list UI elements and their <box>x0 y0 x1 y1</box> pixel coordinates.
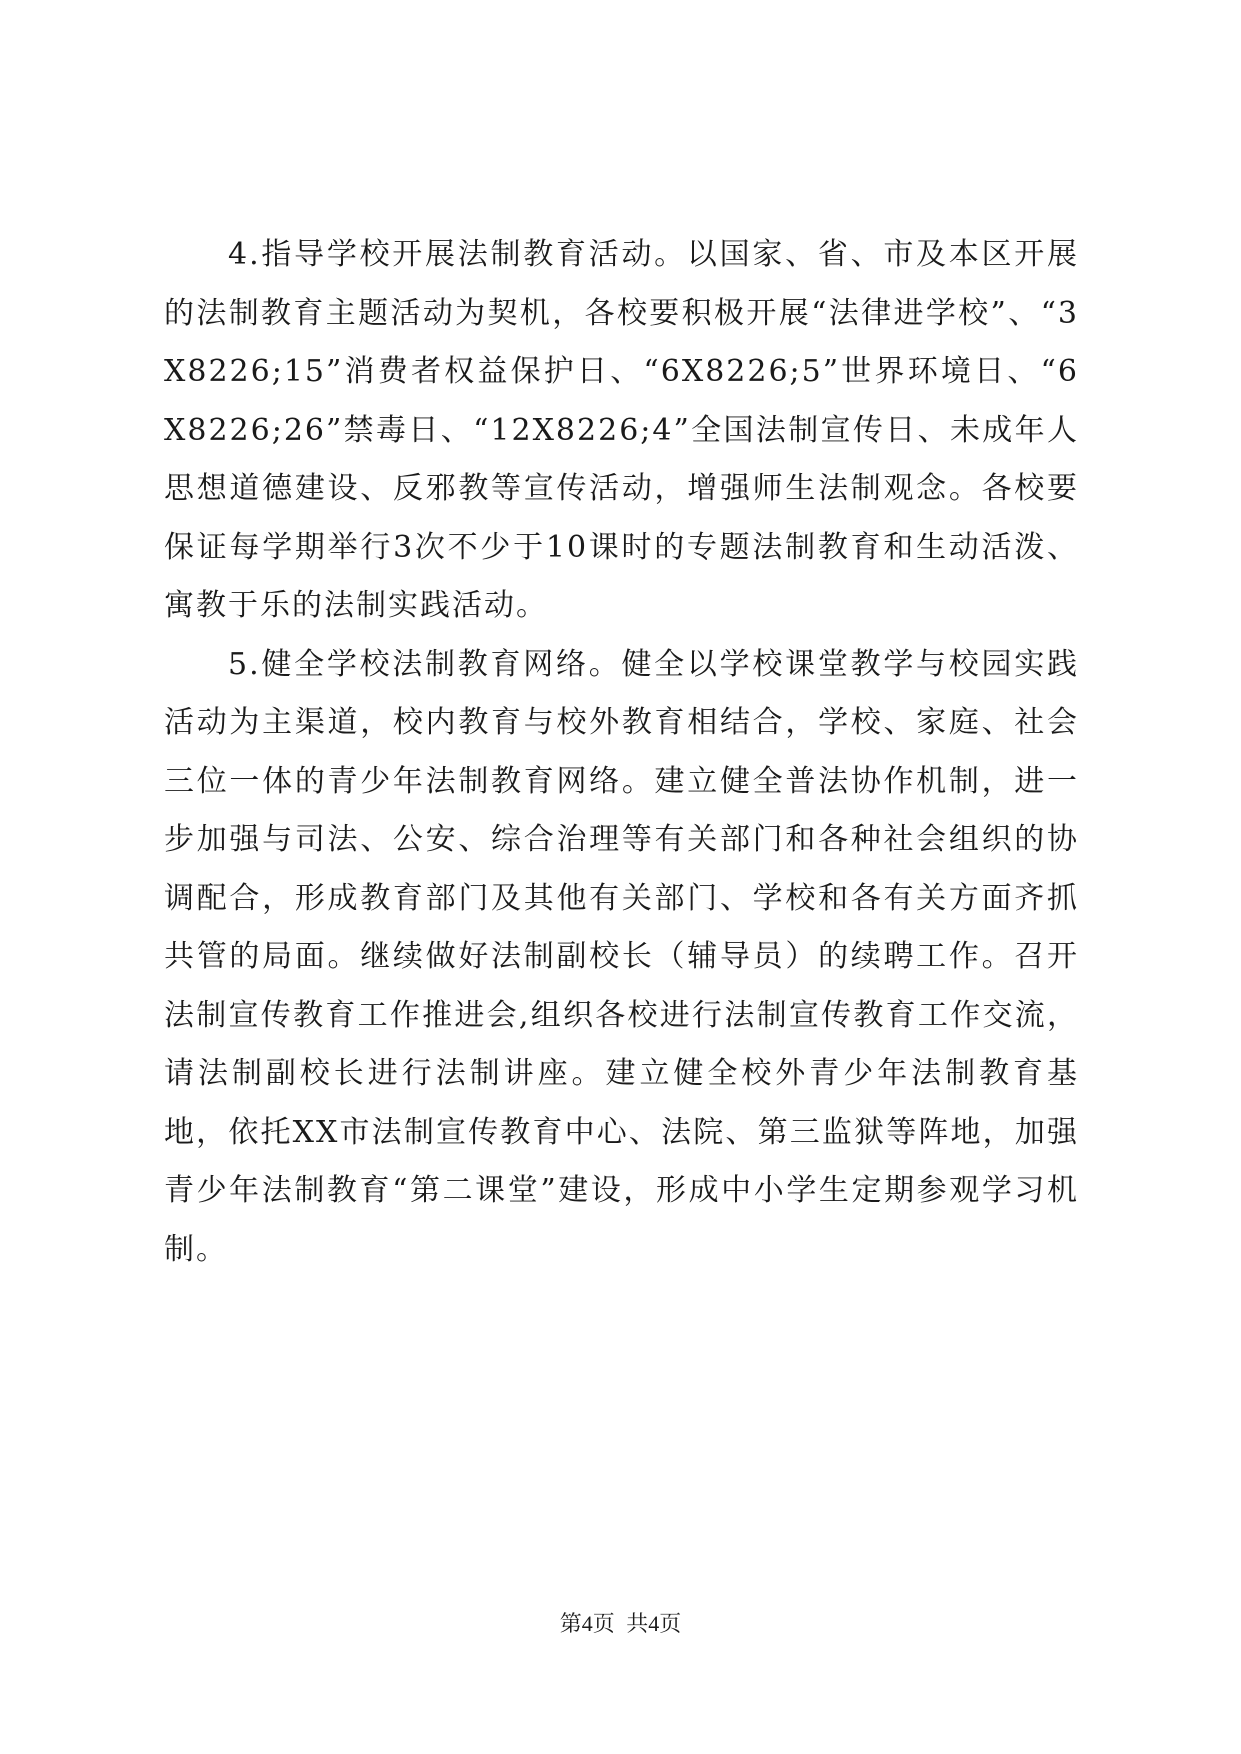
page-footer <box>0 1609 1241 1639</box>
document-body <box>164 226 1079 1279</box>
paragraph-item-4: 4.指导学校开展法制教育活动。以国家、省、市及本区开展的法制教育主题活动为契机，各校要积极开展“法律进学校”、“3X8226;15”消费者权益保护日、“6X8226;5”世界环境日、“6X8226;26”禁毒日、“12X8226;4”全国法制宣传日、未成年人思想道德建设、反邪教等宣传活动，增强师生法制观念。各校要保证每学期举行3次不少于10课时的专题法制教育和生动活泼、寓教于乐的法制实践活动。 <box>164 237 1079 623</box>
page-total: 共4页 <box>626 1611 682 1636</box>
page-number: 第4页 <box>559 1611 615 1636</box>
paragraph-item-5: 5.健全学校法制教育网络。健全以学校课堂教学与校园实践活动为主渠道，校内教育与校外教育相结合，学校、家庭、社会三位一体的青少年法制教育网络。建立健全普法协作机制，进一步加强与司法、公安、综合治理等有关部门和各种社会组织的协调配合，形成教育部门及其他有关部门、学校和各有关方面齐抓共管的局面。继续做好法制副校长（辅导员）的续聘工作。召开法制宣传教育工作推进会,组织各校进行法制宣传教育工作交流，请法制副校长进行法制讲座。建立健全校外青少年法制教育基地，依托XX市法制宣传教育中心、法院、第三监狱等阵地，加强青少年法制教育“第二课堂”建设，形成中小学生定期参观学习机制。 <box>164 646 1079 1267</box>
